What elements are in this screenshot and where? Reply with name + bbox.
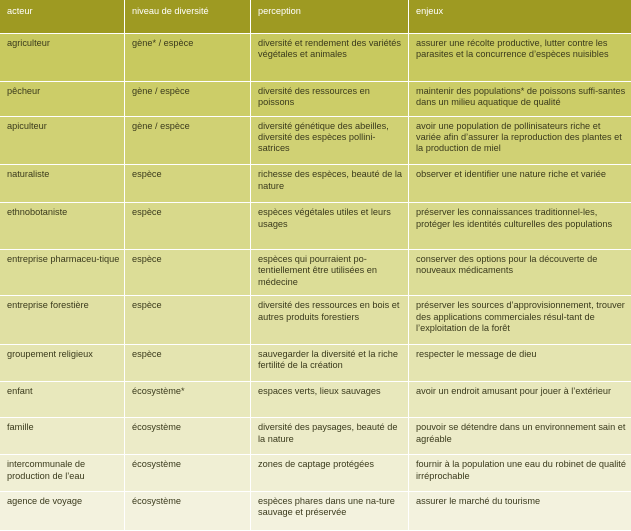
cell-perception: diversité et rendement des variétés végétales et animales bbox=[251, 34, 409, 82]
cell-niveau: espèce bbox=[125, 345, 251, 382]
cell-enjeux: préserver les connaissances traditionnel-les, protéger les identités culturelles des populations bbox=[409, 203, 631, 249]
cell-acteur: pêcheur bbox=[0, 82, 125, 117]
table-row bbox=[0, 492, 631, 531]
cell-niveau: gène* / espèce bbox=[125, 34, 251, 82]
cell-enjeux: assurer le marché du tourisme bbox=[409, 492, 631, 531]
cell-acteur: entreprise pharmaceu-tique bbox=[0, 250, 125, 296]
cell-enjeux: pouvoir se détendre dans un environnement sain et agréable bbox=[409, 418, 631, 455]
table-row bbox=[0, 250, 631, 296]
table-row bbox=[0, 203, 631, 249]
cell-perception: sauvegarder la diversité et la riche fertilité de la création bbox=[251, 345, 409, 382]
cell-enjeux: maintenir des populations* de poissons suffi-santes dans un milieu aquatique de qualité bbox=[409, 82, 631, 117]
table-row bbox=[0, 418, 631, 455]
cell-acteur: apiculteur bbox=[0, 117, 125, 166]
table-row bbox=[0, 165, 631, 203]
cell-niveau: écosystème bbox=[125, 455, 251, 491]
cell-niveau: écosystème* bbox=[125, 382, 251, 418]
table-row bbox=[0, 345, 631, 382]
header-acteur: acteur bbox=[0, 0, 125, 34]
cell-perception: richesse des espèces, beauté de la nature bbox=[251, 165, 409, 203]
cell-perception: espèces végétales utiles et leurs usages bbox=[251, 203, 409, 249]
header-niveau: niveau de diversité bbox=[125, 0, 251, 34]
cell-acteur: groupement religieux bbox=[0, 345, 125, 382]
cell-enjeux: respecter le message de dieu bbox=[409, 345, 631, 382]
cell-enjeux: assurer une récolte productive, lutter contre les parasites et la concurrence d’espèces nuisibles bbox=[409, 34, 631, 82]
cell-perception: espèces qui pourraient po-tentiellement être utilisées en médecine bbox=[251, 250, 409, 296]
cell-acteur: intercommunale de production de l’eau bbox=[0, 455, 125, 491]
cell-enjeux: observer et identifier une nature riche et variée bbox=[409, 165, 631, 203]
table-row bbox=[0, 34, 631, 82]
header-enjeux: enjeux bbox=[409, 0, 631, 34]
table-row bbox=[0, 382, 631, 418]
table-row bbox=[0, 82, 631, 117]
cell-acteur: agriculteur bbox=[0, 34, 125, 82]
cell-niveau: espèce bbox=[125, 165, 251, 203]
table-row bbox=[0, 296, 631, 345]
cell-enjeux: avoir une population de pollinisateurs riche et variée afin d’assurer la reproduction des plantes et la production de miel bbox=[409, 117, 631, 166]
header-perception: perception bbox=[251, 0, 409, 34]
cell-perception: diversité génétique des abeilles, diversité des espèces pollini-satrices bbox=[251, 117, 409, 166]
cell-niveau: gène / espèce bbox=[125, 117, 251, 166]
table-row bbox=[0, 455, 631, 491]
cell-acteur: naturaliste bbox=[0, 165, 125, 203]
cell-niveau: espèce bbox=[125, 296, 251, 345]
cell-perception: espaces verts, lieux sauvages bbox=[251, 382, 409, 418]
table-header-row bbox=[0, 0, 631, 34]
cell-acteur: famille bbox=[0, 418, 125, 455]
table-row bbox=[0, 117, 631, 166]
cell-acteur: enfant bbox=[0, 382, 125, 418]
cell-enjeux: conserver des options pour la découverte de nouveaux médicaments bbox=[409, 250, 631, 296]
cell-enjeux: avoir un endroit amusant pour jouer à l’extérieur bbox=[409, 382, 631, 418]
cell-niveau: espèce bbox=[125, 250, 251, 296]
cell-niveau: écosystème bbox=[125, 492, 251, 531]
cell-perception: diversité des paysages, beauté de la nature bbox=[251, 418, 409, 455]
cell-niveau: espèce bbox=[125, 203, 251, 249]
cell-acteur: ethnobotaniste bbox=[0, 203, 125, 249]
cell-niveau: écosystème bbox=[125, 418, 251, 455]
cell-perception: espèces phares dans une na-ture sauvage et préservée bbox=[251, 492, 409, 531]
cell-perception: zones de captage protégées bbox=[251, 455, 409, 491]
cell-perception: diversité des ressources en poissons bbox=[251, 82, 409, 117]
cell-niveau: gène / espèce bbox=[125, 82, 251, 117]
cell-enjeux: préserver les sources d’approvisionnement, trouver des applications commerciales résul-tant de l’exploitation de la forêt bbox=[409, 296, 631, 345]
cell-perception: diversité des ressources en bois et autres produits forestiers bbox=[251, 296, 409, 345]
cell-acteur: agence de voyage bbox=[0, 492, 125, 531]
cell-acteur: entreprise forestière bbox=[0, 296, 125, 345]
cell-enjeux: fournir à la population une eau du robinet de qualité irréprochable bbox=[409, 455, 631, 491]
